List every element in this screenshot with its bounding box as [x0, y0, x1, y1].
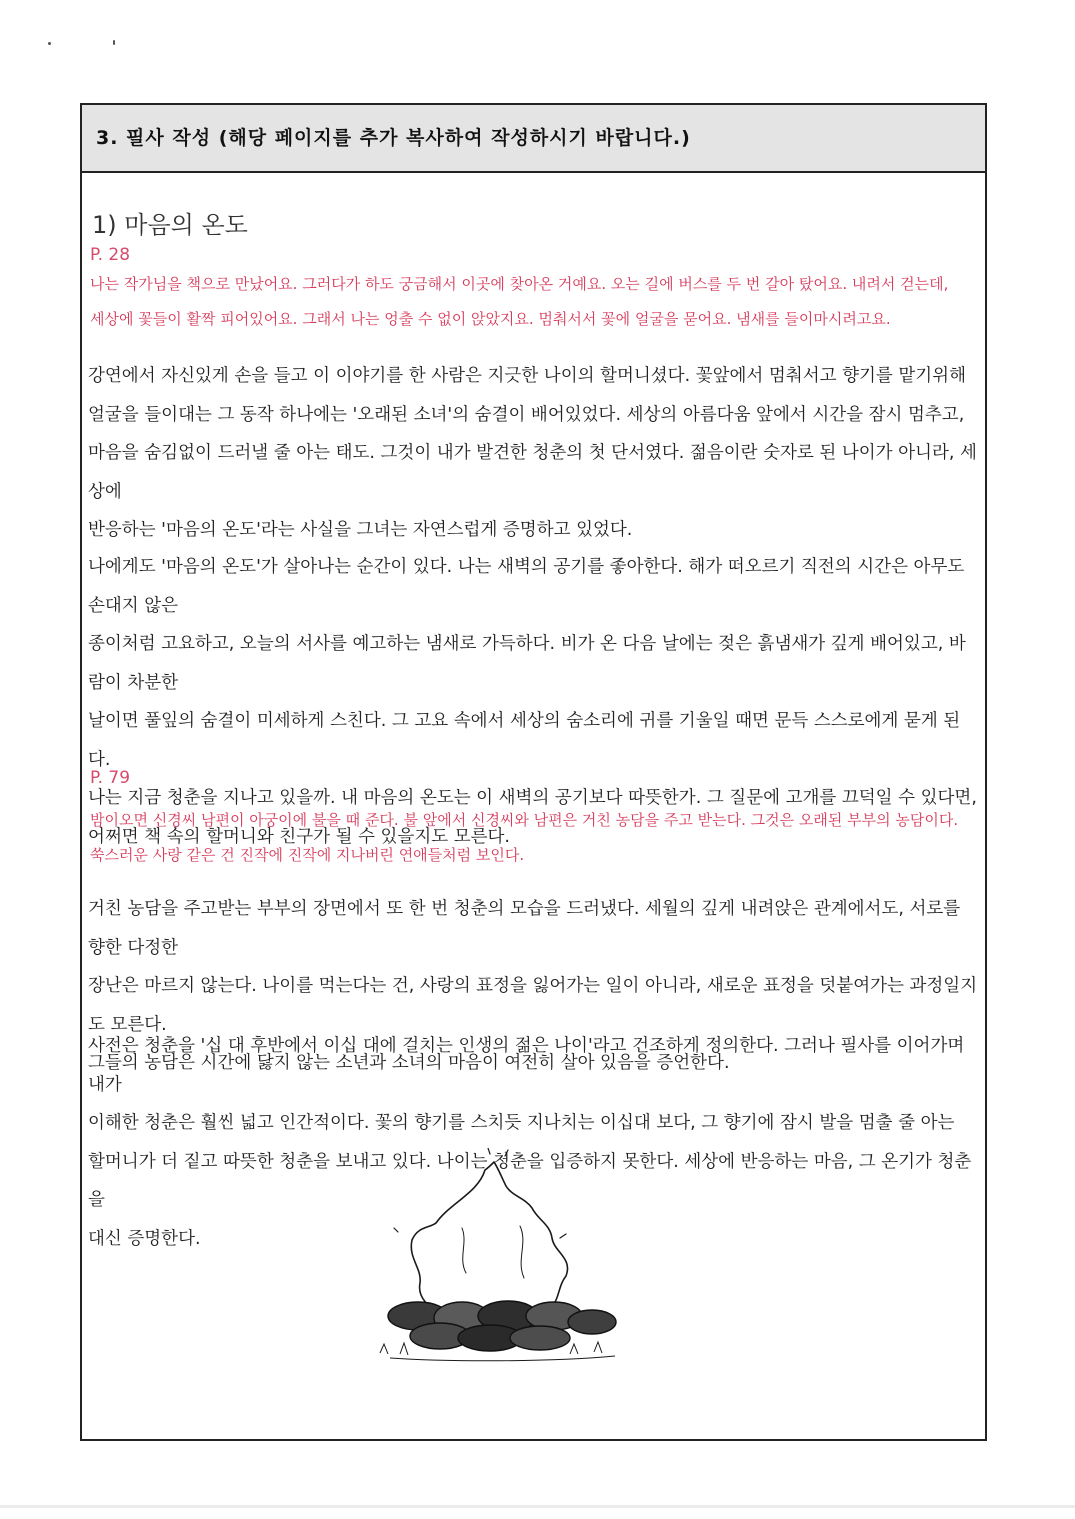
reflection-paragraph: 사전은 청춘을 '십 대 후반에서 이십 대에 걸치는 인생의 젊은 나이'라고 건조하게 정의한다. 그러나 필사를 이어가며 내가 이해한 청춘은 훨씬 넓고 인간적이다. 꽃의 향기를 스치듯 지나치는 이십대 보다, 그 향기에 잠시 발을 멈출 줄 아는 할머니가 더 짙고 따뜻한 청춘을 보내고 있다. 나이는 청춘을 입증하지 못한다. 세상에 반응하는 마음, 그 온기가 청춘을 대신 증명한다. — [88, 1036, 972, 1249]
reflection-paragraph: 나에게도 '마음의 온도'가 살아나는 순간이 있다. 나는 새벽의 공기를 좋아한다. 해가 떠오르기 직전의 시간은 아무도 손대지 않은 종이처럼 고요하고, 오늘의 서사를 예고하는 냄새로 가득하다. 비가 온 다음 날에는 젖은 흙냄새가 깊게 배어있고, 바람이 차분한 날이면 풀잎의 숨결이 미세하게 스친다. 그 고요 속에서 세상의 숨소리에 귀를 기울일 때면 문득 스스로에게 묻게 된다. 나는 지금 청춘을 지나고 있을까. 내 마음의 온도는 이 새벽의 공기보다 따뜻한가. 그 질문에 고개를 끄덕일 수 있다면, 어쩌면 책 속의 할머니와 친구가 될 수 있을지도 모른다. — [88, 557, 977, 847]
stone — [568, 1310, 616, 1334]
stone-ring — [388, 1301, 616, 1351]
quoted-excerpt: 나는 작가님을 책으로 만났어요. 그러다가 하도 궁금해서 이곳에 찾아온 거예요. 오는 길에 버스를 두 번 갈아 탔어요. 내려서 걷는데, 세상에 꽃들이 활짝 피어있어요. 그래서 나는 엉출 수 없이 앉았지요. 멈춰서서 꽃에 얼굴을 묻어요. 냄새를 들이마시려고요. — [90, 275, 949, 328]
scan-speck — [48, 42, 51, 45]
header-band — [82, 105, 985, 173]
section-title: 1) 마음의 온도 — [92, 211, 248, 239]
transcription-sheet — [80, 103, 987, 1441]
page-reference: P. 79 — [90, 768, 131, 788]
stone — [510, 1326, 570, 1350]
flame-inner-stroke — [462, 1228, 466, 1273]
reflection-paragraph: 거친 농담을 주고받는 부부의 장면에서 또 한 번 청춘의 모습을 드러냈다. 세월의 깊게 내려앉은 관계에서도, 서로를 향한 다정한 장난은 마르지 않는다. 나이를 먹는다는 건, 사랑의 표정을 잃어가는 일이 아니라, 새로운 표정을 덧붙여가는 과정일지도 모른다. 그들의 농담은 시간에 닳지 않는 소년과 소녀의 마음이 여전히 살아 있음을 증언한다. — [88, 899, 978, 1073]
campfire-sketch — [370, 1148, 630, 1370]
reflection-paragraph: 강연에서 자신있게 손을 들고 이 이야기를 한 사람은 지긋한 나이의 할머니셨다. 꽃앞에서 멈춰서고 향기를 맡기위해 얼굴을 들이대는 그 동작 하나에는 '오래된 소녀'의 숨결이 배어있었다. 세상의 아름다움 앞에서 시간을 잠시 멈추고, 마음을 숨김없이 드러낼 줄 아는 태도. 그것이 내가 발견한 청춘의 첫 단서였다. 젊음이란 숫자로 된 나이가 아니라, 세상에 반응하는 '마음의 온도'라는 사실을 그녀는 자연스럽게 증명하고 있었다. — [88, 366, 977, 540]
scan-speck — [113, 40, 115, 45]
scan-bottom-edge — [0, 1505, 1075, 1508]
flame-outline — [411, 1162, 567, 1313]
quoted-excerpt: 밤이오면 신경씨 남편이 아궁이에 불을 때 준다. 불 앞에서 신경씨와 남편은 거친 농담을 주고 받는다. 그것은 오래된 부부의 농담이다. 쑥스러운 사랑 같은 건 진작에 진작에 지나버린 연애들처럼 보인다. — [90, 811, 959, 864]
page-header: 3. 필사 작성 (해당 페이지를 추가 복사하여 작성하시기 바랍니다.) — [96, 127, 691, 149]
page-reference: P. 28 — [90, 245, 131, 265]
flame-spark — [488, 1148, 508, 1156]
flame-inner-stroke — [520, 1226, 524, 1278]
